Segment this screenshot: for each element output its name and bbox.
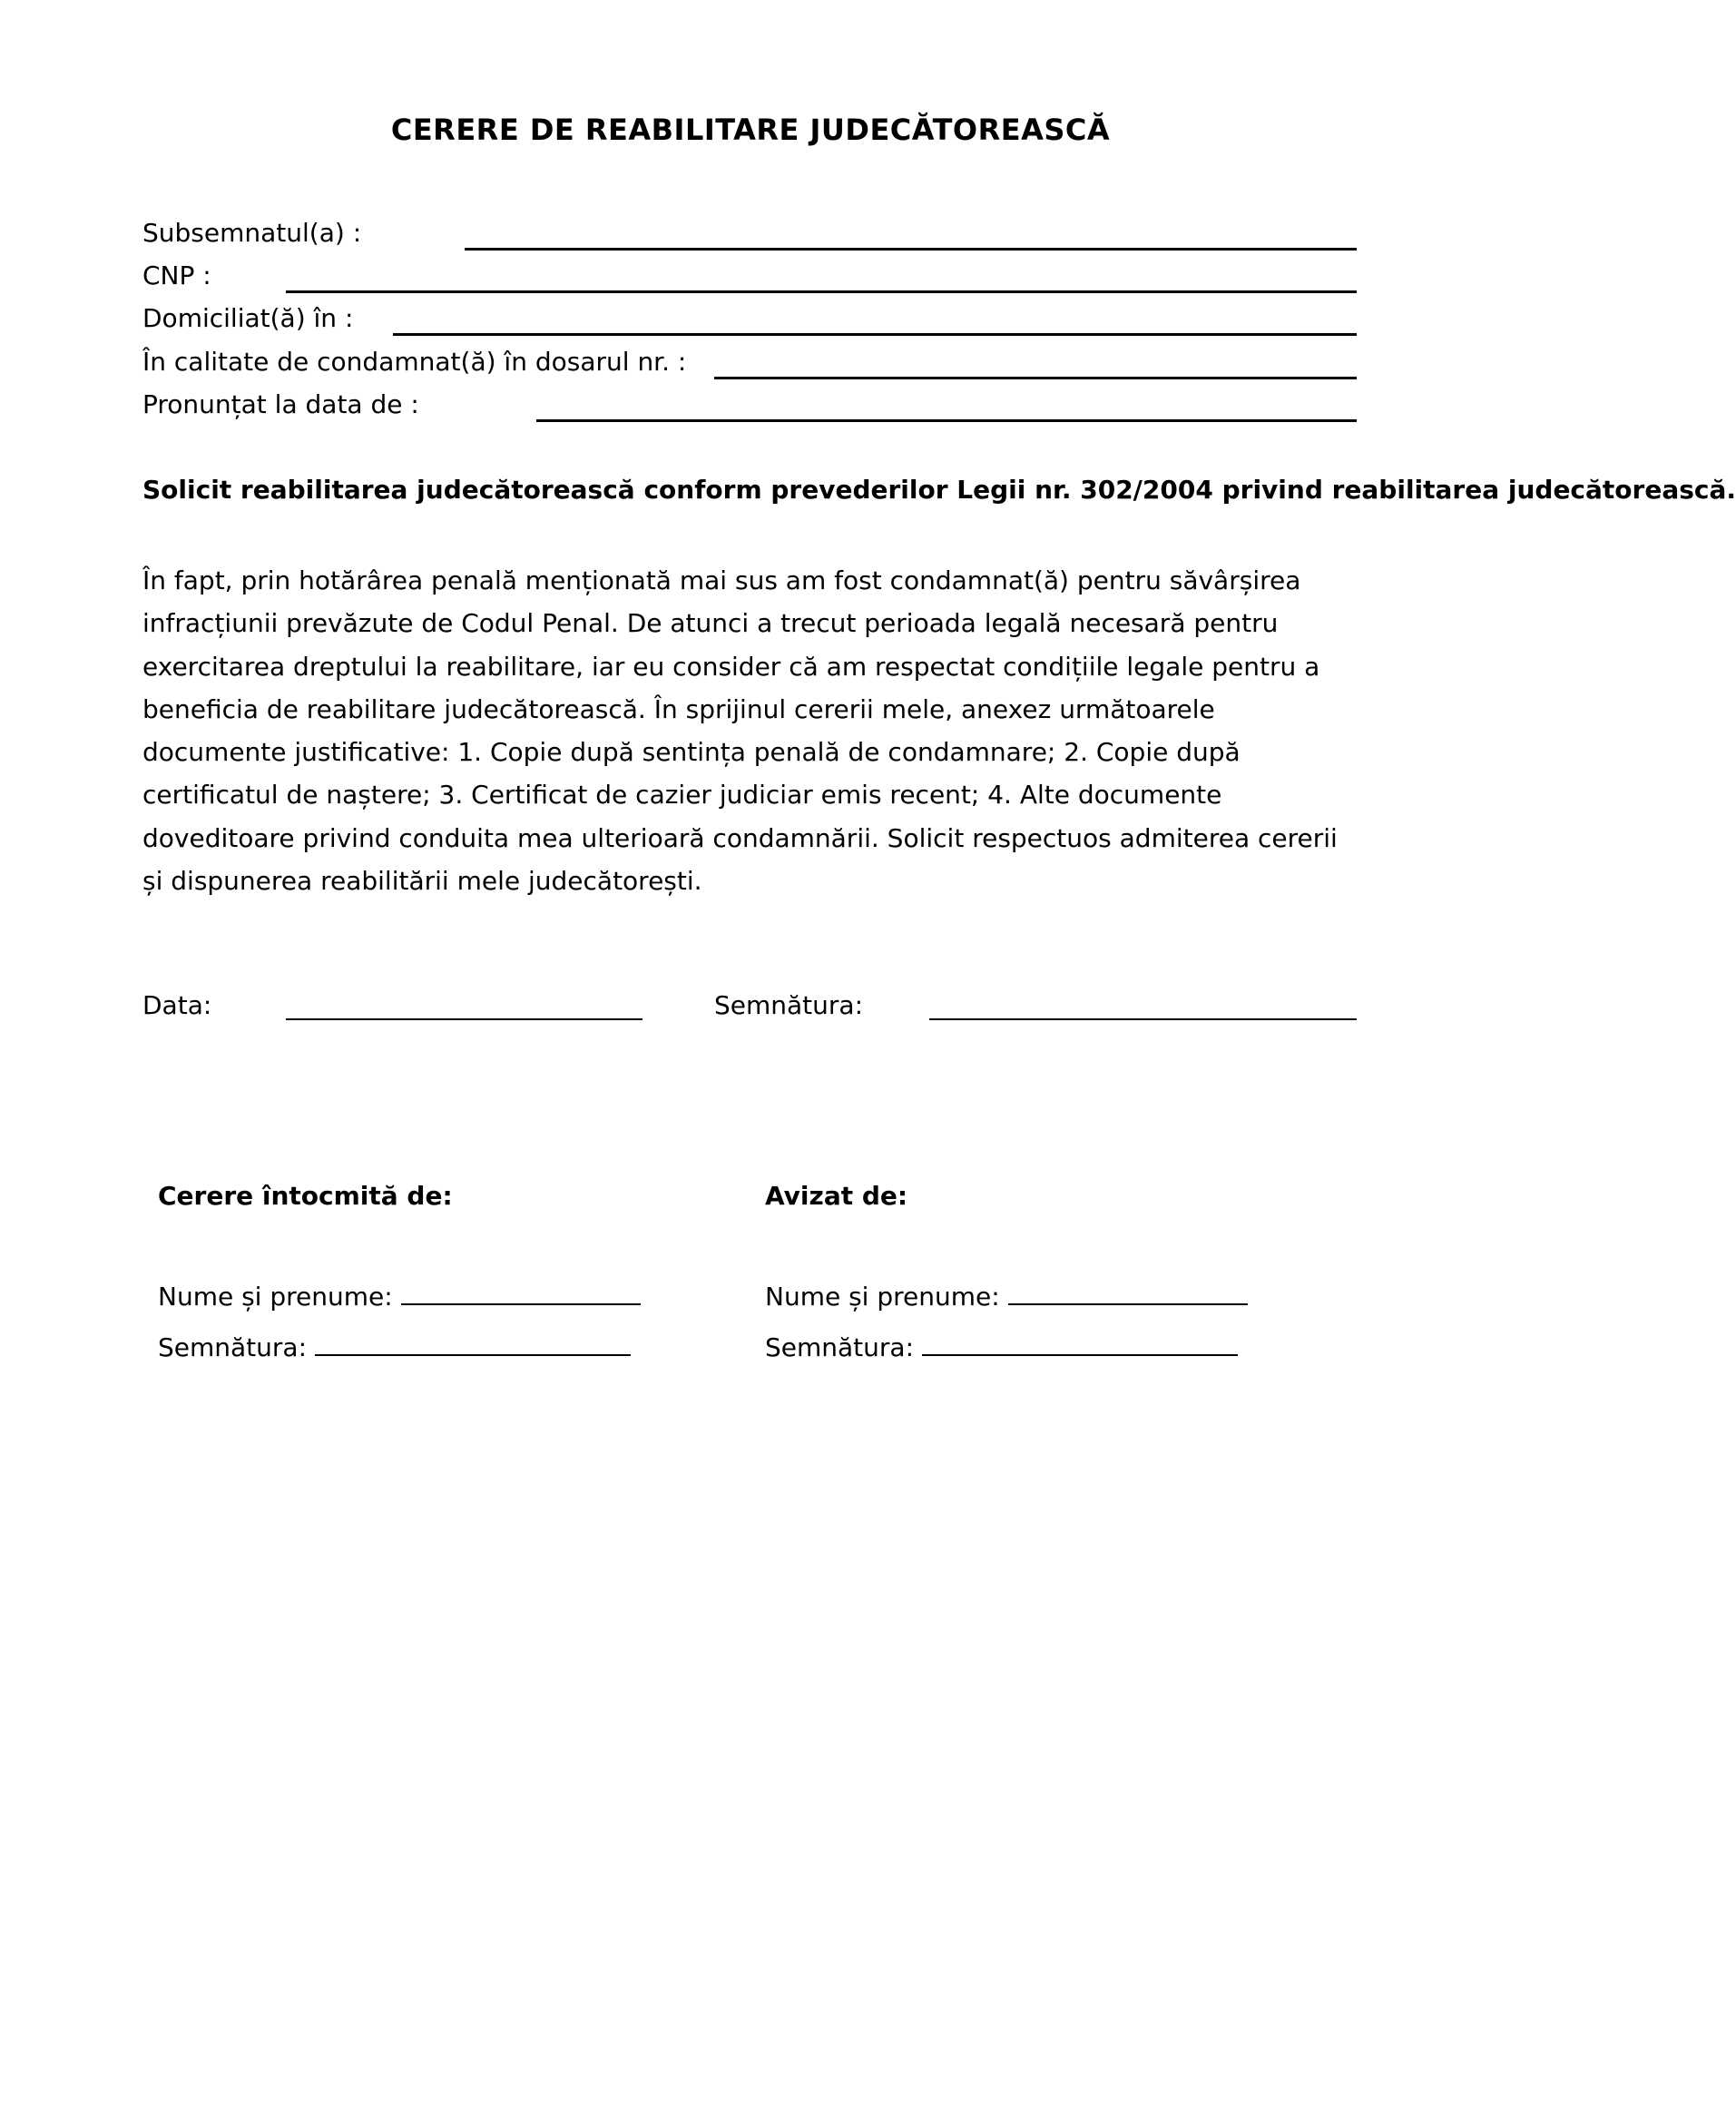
- document-title: CERERE DE REABILITARE JUDECĂTOREASCĂ: [390, 113, 1111, 147]
- approved-by-title: Avizat de:: [765, 1181, 908, 1211]
- date-label: Data:: [142, 990, 212, 1020]
- approved-by-signature-row: [765, 1334, 1238, 1361]
- prepared-by-name-input[interactable]: [401, 1283, 641, 1305]
- approved-by-name-label: Nume și prenume:: [765, 1282, 1000, 1312]
- field-input-data-pronuntare[interactable]: [536, 419, 1357, 422]
- field-input-subsemnatul[interactable]: [465, 248, 1357, 251]
- approved-by-name-input[interactable]: [1008, 1283, 1248, 1305]
- field-label-data-pronuntare: Pronunțat la data de :: [142, 389, 419, 419]
- prepared-by-title: Cerere întocmită de:: [158, 1181, 453, 1211]
- approved-by-name-row: [765, 1283, 1248, 1310]
- approved-by-signature-input[interactable]: [922, 1334, 1238, 1356]
- prepared-by-signature-input[interactable]: [315, 1334, 631, 1356]
- date-input[interactable]: [286, 1018, 642, 1020]
- field-input-domiciliat[interactable]: [393, 333, 1357, 336]
- request-statement: Solicit reabilitarea judecătorească conform prevederilor Legii nr. 302/2004 privind reabilitarea judecătorească.: [142, 475, 1736, 505]
- field-label-cnp: CNP :: [142, 260, 211, 290]
- prepared-by-signature-row: [158, 1334, 631, 1361]
- field-label-subsemnatul: Subsemnatul(a) :: [142, 218, 362, 248]
- field-input-cnp[interactable]: [286, 290, 1357, 293]
- prepared-by-name-row: [158, 1283, 641, 1310]
- field-label-domiciliat: Domiciliat(ă) în :: [142, 303, 354, 333]
- body-paragraph: În fapt, prin hotărârea penală menționată mai sus am fost condamnat(ă) pentru săvârșirea infracțiunii prevăzute de Codul Penal. De atunci a trecut perioada legală necesară pentru exercitarea dreptului la reabilitare, iar eu consider că am respectat condițiile legale pentru a beneficia de reabilitare judecătorească. În sprijinul cererii mele, anexez următoarele documente justificative: 1. Copie după sentința penală de condamnare; 2. Copie după certificatul de naștere; 3. Certificat de cazier judiciar emis recent; 4. Alte documente doveditoare privind conduita mea ulterioară condamnării. Solicit respectuos admiterea cererii și dispunerea reabilitării mele judecătorești.: [142, 565, 1338, 897]
- field-label-dosar: În calitate de condamnat(ă) în dosarul nr. :: [142, 347, 687, 377]
- prepared-by-name-label: Nume și prenume:: [158, 1282, 393, 1312]
- field-input-dosar[interactable]: [714, 377, 1357, 379]
- signature-input[interactable]: [929, 1018, 1357, 1020]
- signature-label: Semnătura:: [714, 990, 864, 1020]
- approved-by-signature-label: Semnătura:: [765, 1332, 915, 1362]
- prepared-by-signature-label: Semnătura:: [158, 1332, 308, 1362]
